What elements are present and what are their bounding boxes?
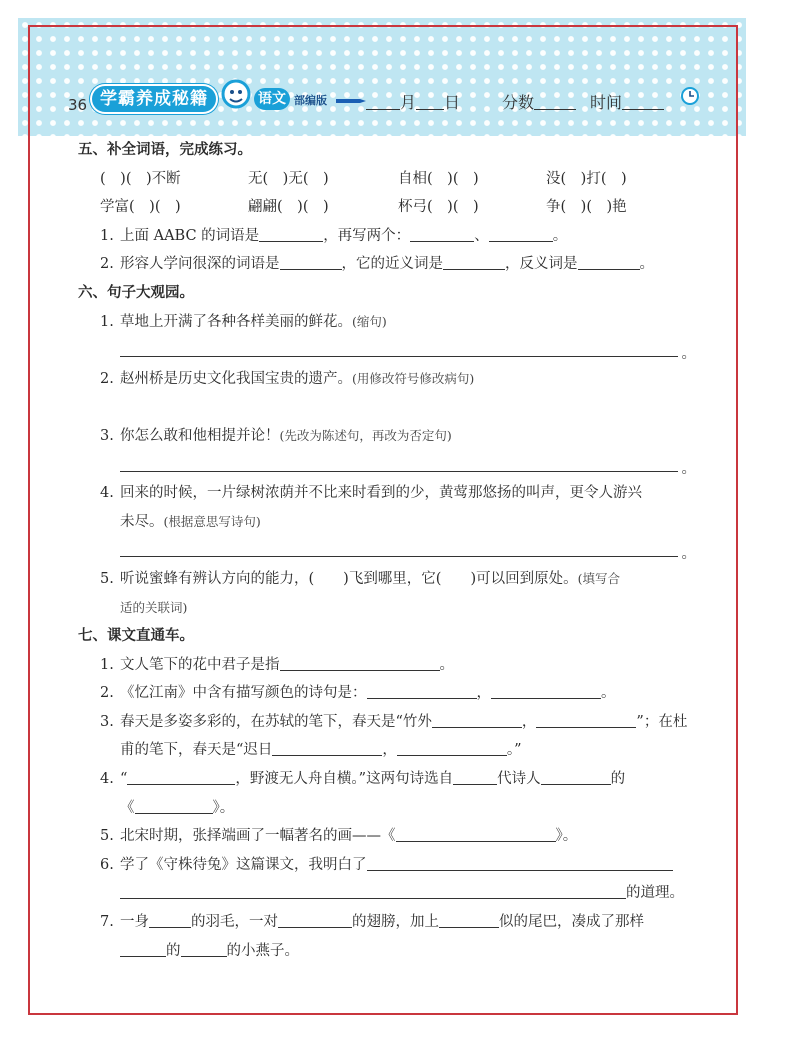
q6-2: 2. 赵州桥是历史文化我国宝贵的遗产。(用修改符号修改病句) bbox=[100, 370, 475, 387]
answer-blank[interactable] bbox=[259, 226, 323, 242]
section-six-title: 六、句子大观园。 bbox=[78, 284, 194, 301]
worksheet-content bbox=[78, 136, 698, 965]
answer-blank[interactable] bbox=[536, 712, 636, 728]
day-blank[interactable] bbox=[416, 94, 444, 110]
q6-5: 5. 听说蜜蜂有辨认方向的能力，( )飞到哪里，它( )可以回到原处。(填写合 bbox=[100, 570, 621, 587]
answer-blank[interactable] bbox=[135, 798, 213, 814]
answer-blank[interactable] bbox=[120, 941, 166, 957]
page-number: 36 bbox=[68, 96, 88, 114]
score-blank[interactable] bbox=[534, 94, 576, 110]
answer-blank[interactable] bbox=[489, 226, 553, 242]
word-item: 争( )( )艳 bbox=[546, 199, 627, 216]
word-row-2 bbox=[78, 193, 698, 222]
series-title-badge: 学霸养成秘籍 bbox=[92, 86, 216, 112]
answer-line[interactable] bbox=[120, 336, 678, 357]
section-seven-title: 七、课文直通车。 bbox=[78, 628, 194, 645]
q7-4-cont: 《 》。 bbox=[120, 799, 235, 816]
q5-2: 2. 形容人学问很深的词语是 ，它的近义词是 ，反义词是 。 bbox=[100, 256, 654, 273]
answer-blank[interactable] bbox=[410, 226, 474, 242]
word-row-1 bbox=[78, 165, 698, 194]
mascot-icon bbox=[216, 78, 254, 114]
month-label: 月 bbox=[400, 93, 417, 112]
answer-blank[interactable] bbox=[367, 855, 673, 871]
answer-blank[interactable] bbox=[127, 769, 235, 785]
answer-blank[interactable] bbox=[120, 883, 626, 899]
word-item: ( )( )不断 bbox=[100, 170, 181, 187]
answer-blank[interactable] bbox=[578, 254, 640, 270]
subject-badge: 语文 bbox=[254, 88, 290, 110]
score-label: 分数 bbox=[502, 93, 535, 112]
time-blank[interactable] bbox=[622, 94, 664, 110]
word-item: 自相( )( ) bbox=[398, 170, 479, 187]
answer-blank[interactable] bbox=[149, 912, 191, 928]
answer-blank[interactable] bbox=[443, 254, 505, 270]
q6-4-cont: 未尽。(根据意思写诗句) bbox=[120, 513, 261, 530]
answer-blank[interactable] bbox=[280, 254, 342, 270]
q7-7-cont: 的 的小燕子。 bbox=[78, 937, 698, 966]
q6-5-cont: 适的关联词) bbox=[120, 599, 188, 615]
q7-3-cont: 甫的笔下，春天是“迟日 ， 。” bbox=[120, 742, 522, 759]
answer-blank[interactable] bbox=[491, 683, 601, 699]
answer-blank[interactable] bbox=[432, 712, 522, 728]
pencil-icon bbox=[336, 98, 366, 104]
q7-1: 1. 文人笔下的花中君子是指 。 bbox=[100, 656, 454, 673]
q7-4: 4. “ ，野渡无人舟自横。”这两句诗选自 代诗人 的 bbox=[100, 771, 626, 788]
word-item: 翩翩( )( ) bbox=[248, 199, 329, 216]
answer-blank[interactable] bbox=[439, 912, 499, 928]
answer-line[interactable] bbox=[120, 451, 678, 472]
q7-2: 2. 《忆江南》中含有描写颜色的诗句是： ， 。 bbox=[100, 685, 616, 702]
month-blank[interactable] bbox=[366, 94, 400, 110]
answer-blank[interactable] bbox=[541, 769, 611, 785]
answer-blank[interactable] bbox=[181, 941, 227, 957]
q6-4: 4. 回来的时候，一片绿树浓荫并不比来时看到的少，黄莺那悠扬的叫声，更令人游兴 bbox=[100, 485, 642, 502]
q7-5: 5. 北宋时期，张择端画了一幅著名的画——《 》。 bbox=[100, 828, 578, 845]
answer-blank[interactable] bbox=[367, 683, 477, 699]
word-item: 学富( )( ) bbox=[100, 199, 181, 216]
answer-blank[interactable] bbox=[397, 740, 507, 756]
time-label: 时间 bbox=[590, 93, 623, 112]
word-item: 没( )打( ) bbox=[546, 170, 627, 187]
q7-7: 7. 一身 的羽毛，一对 的翅膀，加上 似的尾巴，凑成了那样 bbox=[100, 914, 644, 931]
answer-blank[interactable] bbox=[453, 769, 497, 785]
answer-blank[interactable] bbox=[278, 912, 352, 928]
word-item: 杯弓( )( ) bbox=[398, 199, 479, 216]
section-five-title: 五、补全词语，完成练习。 bbox=[78, 142, 252, 158]
q6-1: 1. 草地上开满了各种各样美丽的鲜花。(缩句) bbox=[100, 313, 387, 330]
q7-6: 6. 学了《守株待兔》这篇课文，我明白了 bbox=[78, 851, 698, 880]
clock-icon bbox=[680, 86, 700, 106]
answer-blank[interactable] bbox=[280, 655, 440, 671]
header-fields bbox=[366, 90, 664, 113]
q6-3: 3. 你怎么敢和他相提并论！(先改为陈述句，再改为否定句) bbox=[100, 427, 452, 444]
answer-blank[interactable] bbox=[396, 826, 556, 842]
answer-line[interactable] bbox=[120, 536, 678, 557]
edition-label: 部编版 bbox=[294, 94, 327, 107]
day-label: 日 bbox=[444, 93, 461, 112]
answer-blank[interactable] bbox=[272, 740, 382, 756]
q7-3: 3. 春天是多姿多彩的，在苏轼的笔下，春天是“竹外 ， ”；在杜 bbox=[100, 713, 688, 730]
word-item: 无( )无( ) bbox=[248, 170, 329, 187]
q5-1: 1. 上面 AABC 的词语是 ，再写两个： 、 。 bbox=[100, 227, 568, 244]
q7-6-cont: 的道理。 bbox=[78, 879, 698, 908]
